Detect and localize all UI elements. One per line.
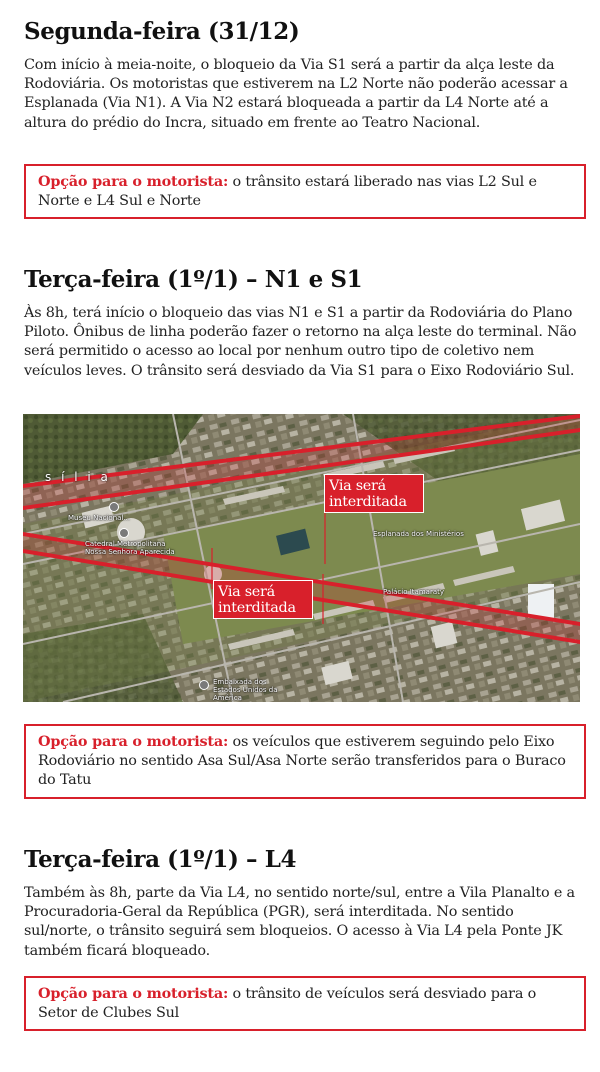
map-label-itamaraty: Palácio Itamaraty [383,588,444,596]
section-body: Às 8h, terá início o bloqueio das vias N1 e S1 a partir da Rodoviária do Plano Piloto. Ônibus de linha poderão fazer o retorno na alça leste do terminal. Não será permitido o acesso ao local por nenhum outro tipo de coletivo nem veículos leves. O trânsito será desviado da Via S1 para o Eixo Rodoviário Sul. [24,305,577,379]
aerial-map [23,414,580,702]
map-label-esplanada: Esplanada dos Ministérios [373,530,464,538]
section-title: Terça-feira (1º/1) – L4 [24,846,297,873]
driver-option-label: Opção para o motorista: [38,985,229,1002]
driver-option-box [24,976,586,1031]
driver-option-text: o trânsito estará liberado nas vias L2 Sul e Norte e L4 Sul e Norte [38,174,537,210]
section-body: Com início à meia-noite, o bloqueio da Via S1 será a partir da alça leste da Rodoviária. Os motoristas que estiverem na L2 Norte não poderão acessar a Esplanada (Via N1). A Via N2 estará bloqueada a partir da L4 Norte até a altura do prédio do Incra, situado em frente ao Teatro Nacional. [24,57,568,131]
map-label-embaixada: Embaixada dos Estados Unidos da América [213,678,278,702]
driver-option-label: Opção para o motorista: [38,733,229,750]
section-title: Terça-feira (1º/1) – N1 e S1 [24,266,363,293]
map-pin-icon [109,502,119,512]
section-tuesday-l4 [24,846,580,961]
closure-tag-lower: Via será interditada [213,580,313,619]
map-pin-icon [119,528,129,538]
driver-option-box [24,724,586,799]
closure-tag-upper: Via será interditada [324,474,424,513]
section-title: Segunda-feira (31/12) [24,18,300,45]
section-monday [24,18,580,133]
map-pin-icon [199,680,209,690]
driver-option-box [24,164,586,219]
section-tuesday-n1-s1 [24,266,580,381]
section-body: Também às 8h, parte da Via L4, no sentido norte/sul, entre a Vila Planalto e a Procuradoria-Geral da República (PGR), será interditada. No sentido sul/norte, o trânsito seguirá sem bloqueios. O acesso à Via L4 pela Ponte JK também ficará bloqueado. [24,885,575,959]
aerial-map-graphic [23,414,580,702]
map-label-museu: Museu Nacional... [68,514,131,522]
driver-option-text: os veículos que estiverem seguindo pelo Eixo Rodoviário no sentido Asa Sul/Asa Norte serão transferidos para o Buraco do Tatu [38,734,566,789]
driver-option-text: o trânsito de veículos será desviado para o Setor de Clubes Sul [38,986,537,1022]
map-label-catedral: Catedral Metropolitana Nossa Senhora Aparecida [85,540,175,556]
map-city-label: s í l i a [45,470,111,484]
driver-option-label: Opção para o motorista: [38,173,229,190]
